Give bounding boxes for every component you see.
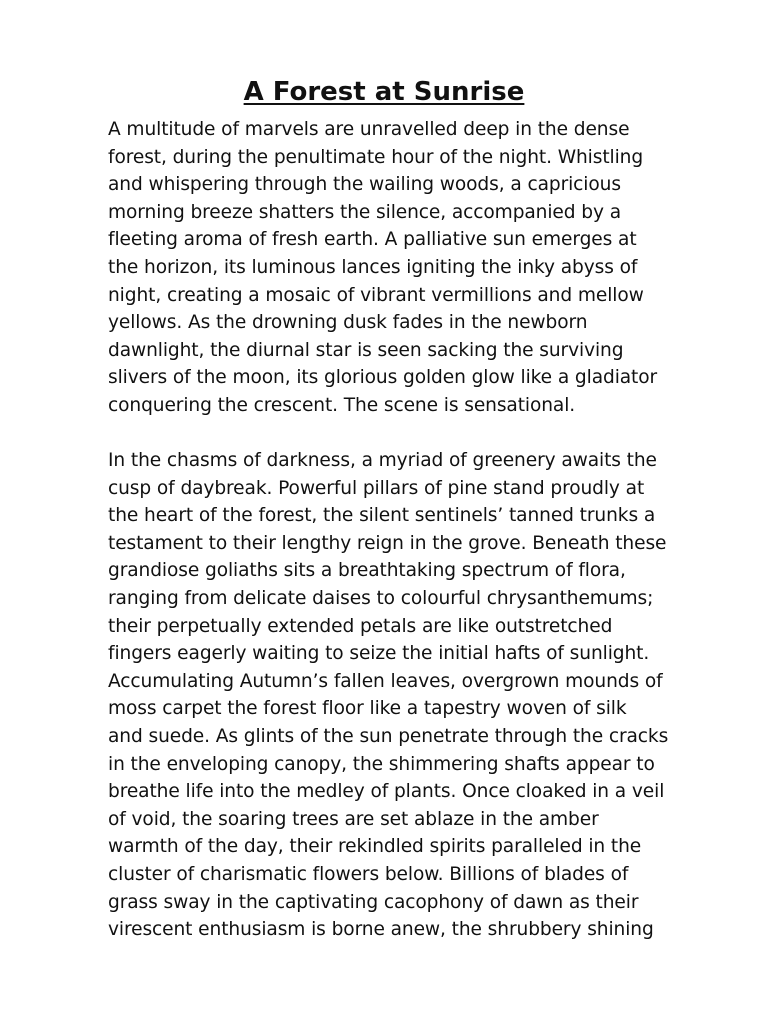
paragraph-line: ranging from delicate daises to colourful chrysanthemums;: [108, 587, 654, 609]
paragraph-line: grass sway in the captivating cacophony of dawn as their: [108, 891, 639, 913]
paragraph-line: and suede. As glints of the sun penetrate through the cracks: [108, 725, 669, 747]
paragraph-line: virescent enthusiasm is borne anew, the shrubbery shining: [108, 919, 654, 941]
paragraph-line: fingers eagerly waiting to seize the initial hafts of sunlight.: [108, 643, 650, 665]
paragraph-line: fleeting aroma of fresh earth. A palliative sun emerges at: [108, 229, 637, 251]
paragraph-line: cluster of charismatic flowers below. Billions of blades of: [108, 863, 629, 885]
paragraph-line: morning breeze shatters the silence, accompanied by a: [108, 201, 622, 223]
paragraph-line: in the enveloping canopy, the shimmering shafts appear to: [108, 753, 655, 775]
paragraph-line: and whispering through the wailing woods, a capricious: [108, 174, 621, 196]
paragraph-line: breathe life into the medley of plants. Once cloaked in a veil: [108, 781, 665, 803]
paragraph-line: dawnlight, the diurnal star is seen sacking the surviving: [108, 339, 624, 361]
paragraph-line: slivers of the moon, its glorious golden glow like a gladiator: [108, 367, 658, 389]
paragraph-line: the horizon, its luminous lances igniting the inky abyss of: [108, 256, 638, 278]
paragraph-2: [108, 447, 668, 944]
paragraph-1: [108, 116, 668, 420]
paragraph-line: their perpetually extended petals are like outstretched: [108, 615, 613, 637]
paragraph-line: grandiose goliaths sits a breathtaking spectrum of flora,: [108, 560, 626, 582]
document-title: [0, 74, 768, 110]
document-title-text: A Forest at Sunrise: [243, 77, 525, 107]
paragraph-line: In the chasms of darkness, a myriad of greenery awaits the: [108, 450, 657, 471]
paragraph-line: warmth of the day, their rekindled spirits paralleled in the: [108, 836, 642, 858]
paragraph-line: of void, the soaring trees are set ablaze in the amber: [108, 808, 599, 830]
paragraph-line: cusp of daybreak. Powerful pillars of pine stand proudly at: [108, 477, 645, 499]
paragraph-line: moss carpet the forest floor like a tapestry woven of silk: [108, 698, 627, 720]
paragraph-line: A multitude of marvels are unravelled deep in the dense: [108, 119, 630, 140]
paragraph-line: forest, during the penultimate hour of the night. Whistling: [108, 146, 644, 168]
paragraph-line: night, creating a mosaic of vibrant vermillions and mellow: [108, 284, 644, 306]
paragraph-line: Accumulating Autumn’s fallen leaves, overgrown mounds of: [108, 670, 663, 692]
paragraph-line: testament to their lengthy reign in the grove. Beneath these: [108, 532, 667, 554]
paragraph-line: yellows. As the drowning dusk fades in the newborn: [108, 312, 588, 334]
paragraph-line: conquering the crescent. The scene is sensational.: [108, 394, 576, 416]
paragraph-line: the heart of the forest, the silent sentinels’ tanned trunks a: [108, 505, 656, 527]
